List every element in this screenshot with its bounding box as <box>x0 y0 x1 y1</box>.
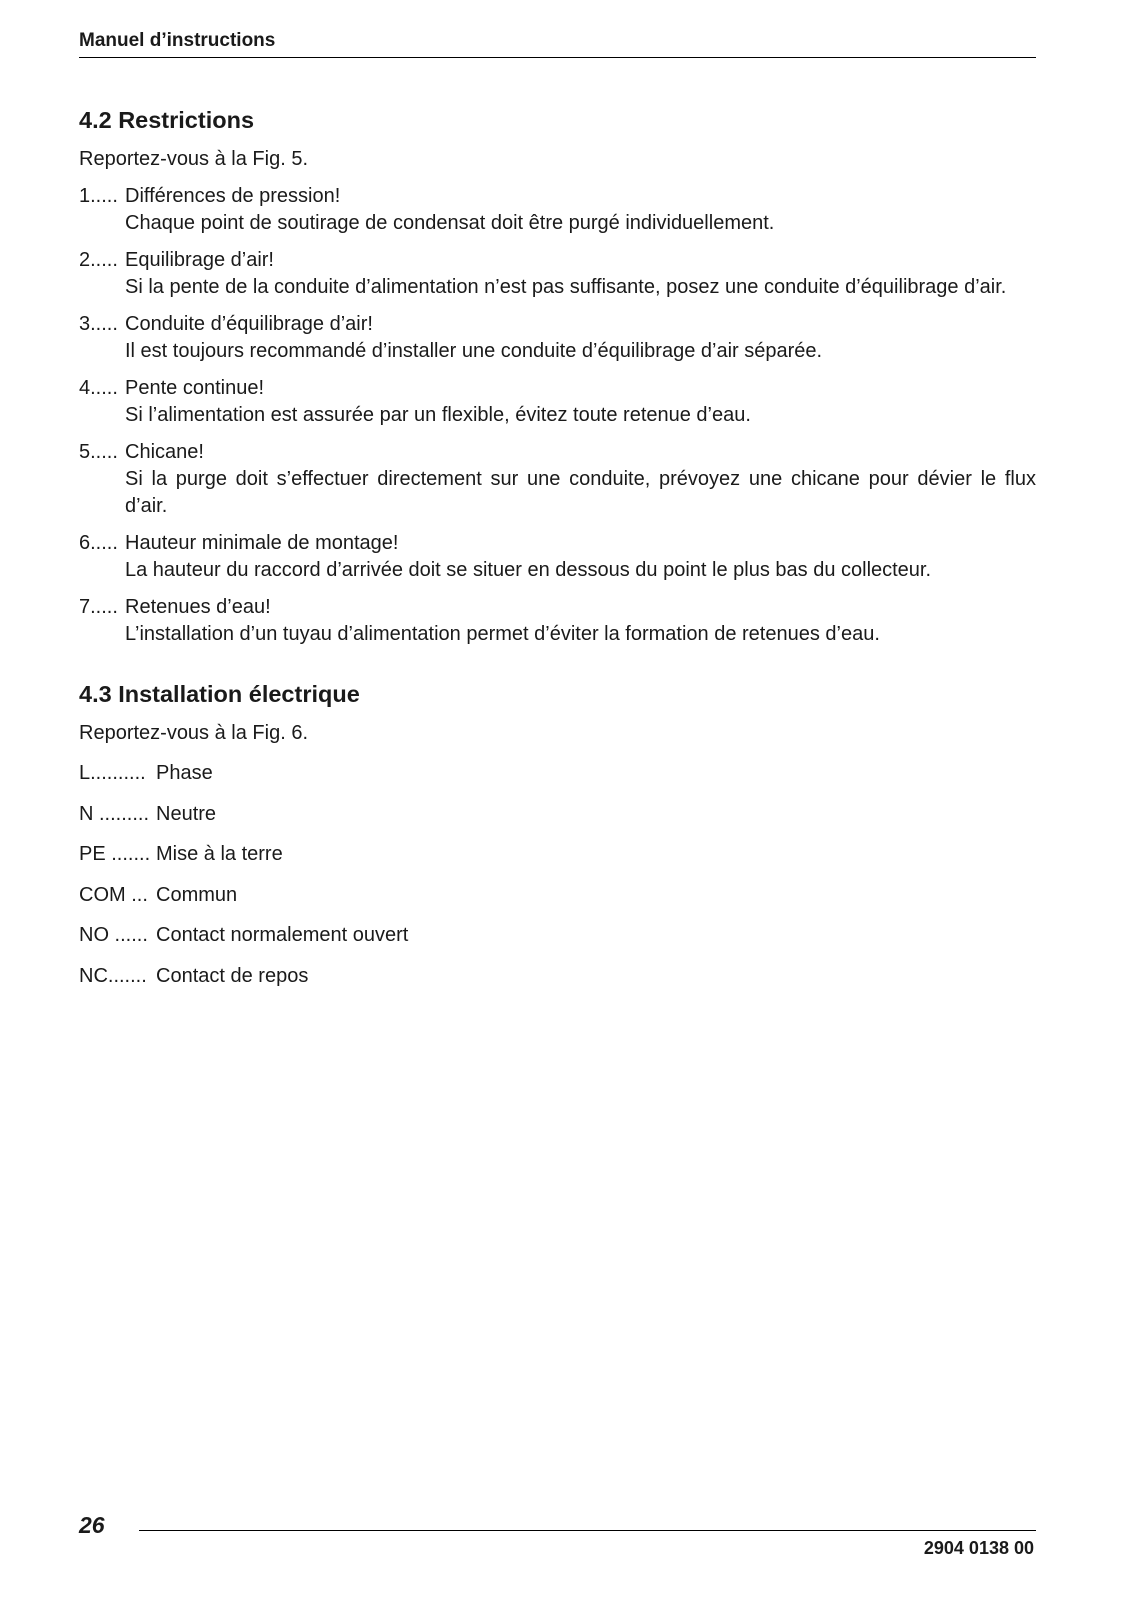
list-item <box>79 841 1036 868</box>
terminal-description: Contact normalement ouvert <box>156 924 409 946</box>
list-item <box>79 922 1036 949</box>
list-item <box>79 801 1036 828</box>
item-title: Hauteur minimale de montage! <box>125 532 399 554</box>
list-item <box>79 530 1036 584</box>
list-item <box>79 882 1036 909</box>
page-content <box>79 104 1036 1003</box>
list-item <box>79 183 1036 237</box>
item-title: Chicane! <box>125 441 204 463</box>
item-text: L’installation d’un tuyau d’alimentation permet d’éviter la formation de retenues d’eau. <box>125 623 880 645</box>
item-number: 1..... <box>79 185 118 207</box>
item-text: Si l’alimentation est assurée par un flexible, évitez toute retenue d’eau. <box>125 404 751 426</box>
terminal-legend <box>79 760 1036 990</box>
figure-reference: Reportez-vous à la Fig. 6. <box>79 722 308 744</box>
restrictions-list <box>79 183 1036 648</box>
list-item <box>79 963 1036 990</box>
terminal-description: Mise à la terre <box>156 843 283 865</box>
list-item <box>79 594 1036 648</box>
list-item <box>79 311 1036 365</box>
terminal-description: Contact de repos <box>156 964 309 987</box>
section-heading: 4.2 Restrictions <box>79 107 255 133</box>
list-item <box>79 760 1036 787</box>
footer-divider <box>139 1530 1036 1531</box>
list-item <box>79 439 1036 520</box>
section-restrictions <box>79 104 1036 648</box>
item-text: La hauteur du raccord d’arrivée doit se situer en dessous du point le plus bas du collecteur. <box>125 559 932 581</box>
item-number: 3..... <box>79 313 118 335</box>
section-electrical-installation <box>79 678 1036 990</box>
item-title: Conduite d’équilibrage d’air! <box>125 313 373 335</box>
list-item <box>79 375 1036 429</box>
item-title: Retenues d’eau! <box>125 596 271 618</box>
item-text: Il est toujours recommandé d’installer une conduite d’équilibrage d’air séparée. <box>125 340 823 362</box>
document-number: 2904 0138 00 <box>923 1538 1034 1558</box>
terminal-description: Commun <box>156 883 238 906</box>
item-text: Chaque point de soutirage de condensat doit être purgé individuellement. <box>125 212 775 234</box>
figure-reference: Reportez-vous à la Fig. 5. <box>79 148 308 170</box>
list-item <box>79 247 1036 301</box>
item-text: Si la pente de la conduite d’alimentation n’est pas suffisante, posez une conduite d’équilibrage d’air. <box>125 276 1007 298</box>
item-number: 6..... <box>79 532 118 554</box>
terminal-key: NC....... <box>79 964 147 987</box>
item-title: Equilibrage d’air! <box>125 249 274 271</box>
terminal-key: NO ...... <box>79 924 148 946</box>
terminal-description: Neutre <box>156 802 217 825</box>
terminal-key: N ......... <box>79 802 150 825</box>
page-number: 26 <box>79 1512 105 1538</box>
terminal-key: L.......... <box>79 762 146 784</box>
item-number: 5..... <box>79 441 118 463</box>
running-header: Manuel d’instructions <box>79 30 1036 58</box>
item-title: Différences de pression! <box>125 185 341 207</box>
terminal-key: PE ....... <box>79 843 151 865</box>
item-text: Si la purge doit s’effectuer directement sur une conduite, prévoyez une chicane pour dévier le flux d’air. <box>125 468 1036 517</box>
item-number: 4..... <box>79 377 118 399</box>
section-heading: 4.3 Installation électrique <box>79 681 360 707</box>
terminal-description: Phase <box>156 762 213 784</box>
item-title: Pente continue! <box>125 377 264 399</box>
terminal-key: COM ... <box>79 883 148 906</box>
item-number: 2..... <box>79 249 118 271</box>
item-number: 7..... <box>79 596 118 618</box>
